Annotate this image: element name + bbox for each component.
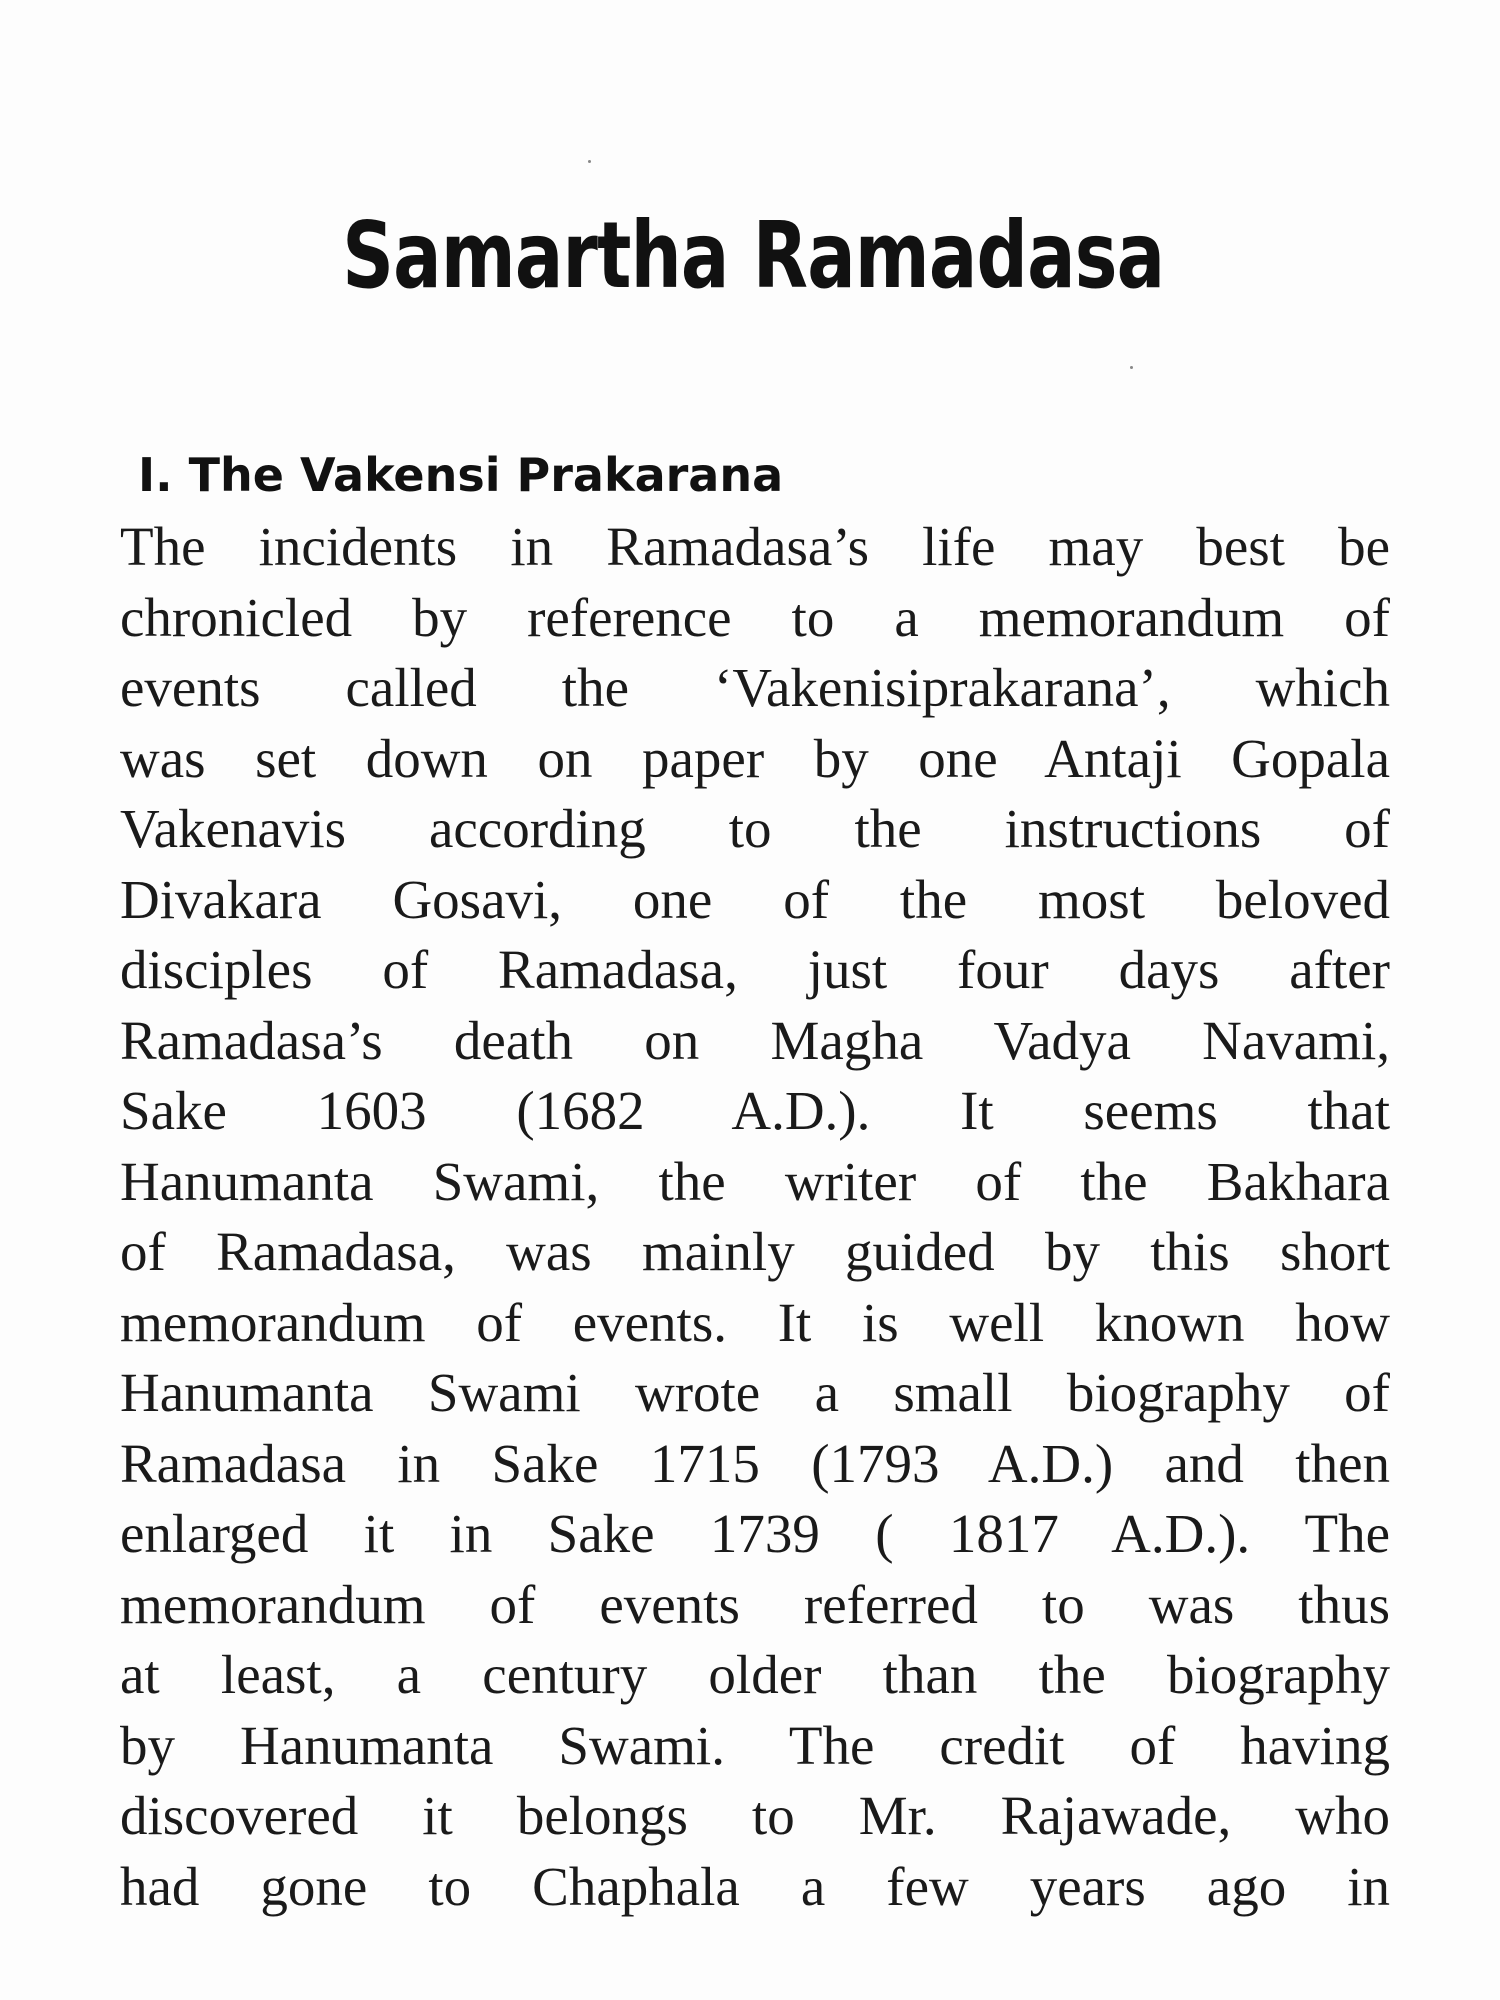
paragraph-line: Sake 1603 (1682 A.D.). It seems that [120, 1080, 1390, 1141]
paragraph-line: The incidents in Ramadasa’s life may best be [120, 516, 1390, 577]
speck-mark [1130, 366, 1133, 369]
paragraph-line: events called the ‘Vakenisiprakarana’, which [120, 657, 1390, 718]
paragraph-line: Divakara Gosavi, one of the most beloved [120, 868, 1390, 930]
paragraph-line: had gone to Chaphala a few years ago in [120, 1855, 1390, 1917]
paragraph-line: by Hanumanta Swami. The credit of having [120, 1714, 1390, 1776]
paragraph-line: memorandum of events referred to was thus [120, 1573, 1390, 1635]
paragraph-line: chronicled by reference to a memorandum of [120, 586, 1390, 648]
paragraph-line: discovered it belongs to Mr. Rajawade, who [120, 1785, 1390, 1846]
page-title: Samartha Ramadasa [342, 202, 1165, 309]
section-heading: I. The Vakensi Prakarana [138, 448, 784, 502]
paragraph-line: Ramadasa in Sake 1715 (1793 A.D.) and then [120, 1432, 1390, 1494]
paragraph-line: disciples of Ramadasa, just four days after [120, 939, 1390, 1000]
paragraph-line: Hanumanta Swami, the writer of the Bakhara [120, 1150, 1390, 1212]
paragraph-line: Ramadasa’s death on Magha Vadya Navami, [120, 1009, 1390, 1071]
paragraph-line: memorandum of events. It is well known how [120, 1291, 1390, 1353]
paragraph-line: at least, a century older than the biography [120, 1644, 1390, 1705]
body-paragraph [120, 512, 1390, 1922]
paragraph-line: of Ramadasa, was mainly guided by this short [120, 1221, 1390, 1282]
paragraph-line: was set down on paper by one Antaji Gopala [120, 727, 1390, 789]
paragraph-line: Hanumanta Swami wrote a small biography of [120, 1362, 1390, 1423]
paragraph-line: Vakenavis according to the instructions of [120, 798, 1390, 859]
speck-mark [588, 160, 591, 163]
paragraph-line: enlarged it in Sake 1739 ( 1817 A.D.). The [120, 1503, 1390, 1564]
